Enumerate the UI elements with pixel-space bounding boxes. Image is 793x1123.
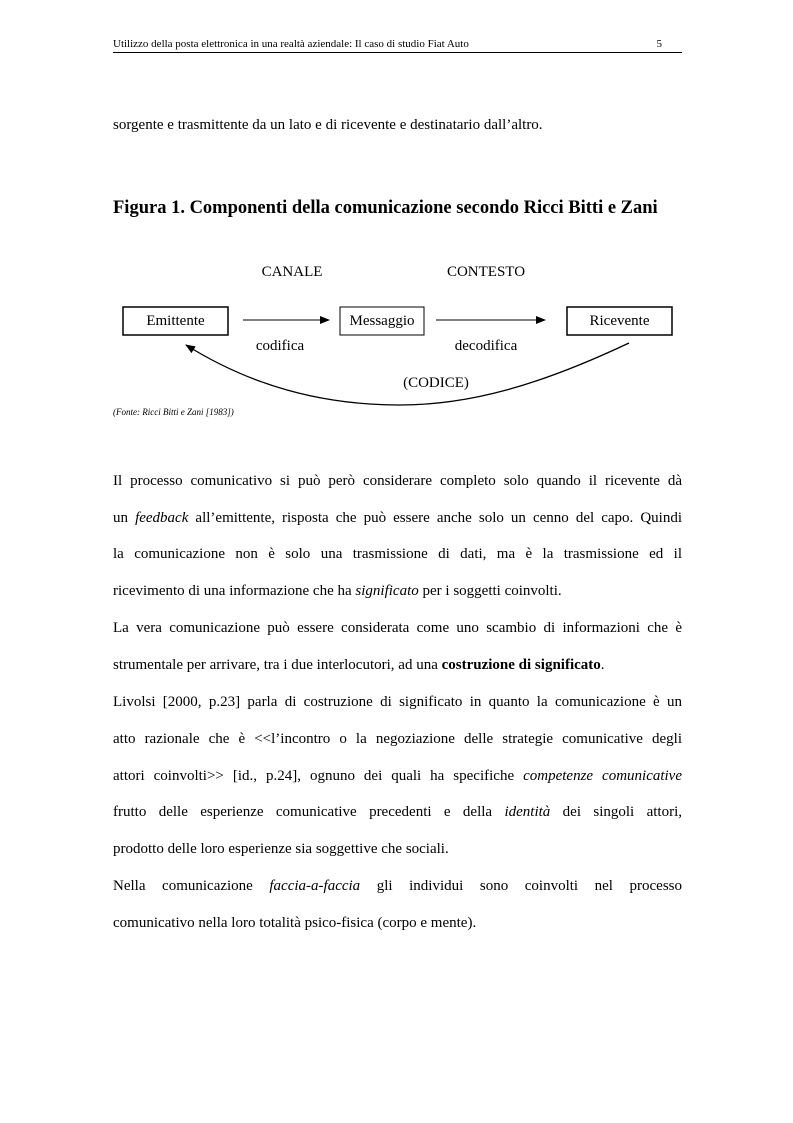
paragraph-2-line-2: strumentale per arrivare, tra i due interlocutori, ad una costruzione di significato. — [113, 657, 605, 673]
messaggio-label: Messaggio — [349, 313, 415, 329]
paragraph-3-line-4: frutto delle esperienze comunicative precedenti e della identità dei singoli attori, — [113, 804, 682, 820]
ricevente-box — [567, 307, 672, 335]
figure-source: (Fonte: Ricci Bitti e Zani [1983]) — [113, 407, 234, 417]
paragraph-4-line-2: comunicativo nella loro totalità psico-fisica (corpo e mente). — [113, 915, 477, 931]
paragraph-2-line-1: La vera comunicazione può essere considerata come uno scambio di informazioni che è — [113, 620, 682, 636]
messaggio-box — [340, 307, 424, 335]
feedback-term: feedback — [135, 510, 189, 526]
running-header — [113, 36, 682, 53]
emittente-box — [123, 307, 228, 335]
contesto-label: CONTESTO — [446, 264, 526, 280]
emittente-label: Emittente — [146, 313, 205, 329]
figure-title: Figura 1. Componenti della comunicazione secondo Ricci Bitti e Zani — [113, 198, 658, 218]
decodifica-label: decodifica — [454, 338, 518, 354]
identita-term: identità — [504, 804, 551, 820]
paragraph-1-line-1: Il processo comunicativo si può però considerare completo solo quando il ricevente dà — [113, 473, 682, 489]
paragraph-3-line-5: prodotto delle loro esperienze sia soggettive che sociali. — [113, 841, 449, 857]
paragraph-3-line-1: Livolsi [2000, p.23] parla di costruzione di significato in quanto la comunicazione è un — [113, 694, 682, 710]
header-title: Utilizzo della posta elettronica in una realtà aziendale: Il caso di studio Fiat Auto — [113, 38, 469, 50]
paragraph-1-line-3: la comunicazione non è solo una trasmissione di dati, ma è la trasmissione ed il — [113, 546, 682, 562]
significato-term: significato — [355, 583, 419, 599]
feedback-arrow — [186, 343, 629, 405]
paragraph-1-line-4: ricevimento di una informazione che ha significato per i soggetti coinvolti. — [113, 583, 562, 599]
competenze-term: competenze comunicative — [523, 768, 682, 784]
page-number: 5 — [656, 38, 662, 50]
ricevente-label: Ricevente — [589, 313, 650, 329]
faccia-term: faccia-a-faccia — [269, 878, 361, 894]
costruzione-term: costruzione di significato — [441, 657, 601, 673]
intro-line: sorgente e trasmittente da un lato e di ricevente e destinatario dall’altro. — [113, 117, 543, 133]
codice-label: (CODICE) — [403, 375, 469, 391]
canale-label: CANALE — [261, 264, 323, 280]
codifica-label: codifica — [255, 338, 305, 354]
paragraph-4-line-1: Nella comunicazione faccia-a-faccia gli individui sono coinvolti nel processo — [113, 878, 682, 894]
paragraph-3-line-2: atto razionale che è <<l’incontro o la negoziazione delle strategie comunicative degli — [113, 731, 682, 747]
paragraph-3-line-3: attori coinvolti>> [id., p.24], ognuno dei quali ha specifiche competenze comunicative — [113, 768, 682, 784]
paragraph-1-line-2: un feedback all’emittente, risposta che può essere anche solo un cenno del capo. Quindi — [113, 510, 683, 526]
